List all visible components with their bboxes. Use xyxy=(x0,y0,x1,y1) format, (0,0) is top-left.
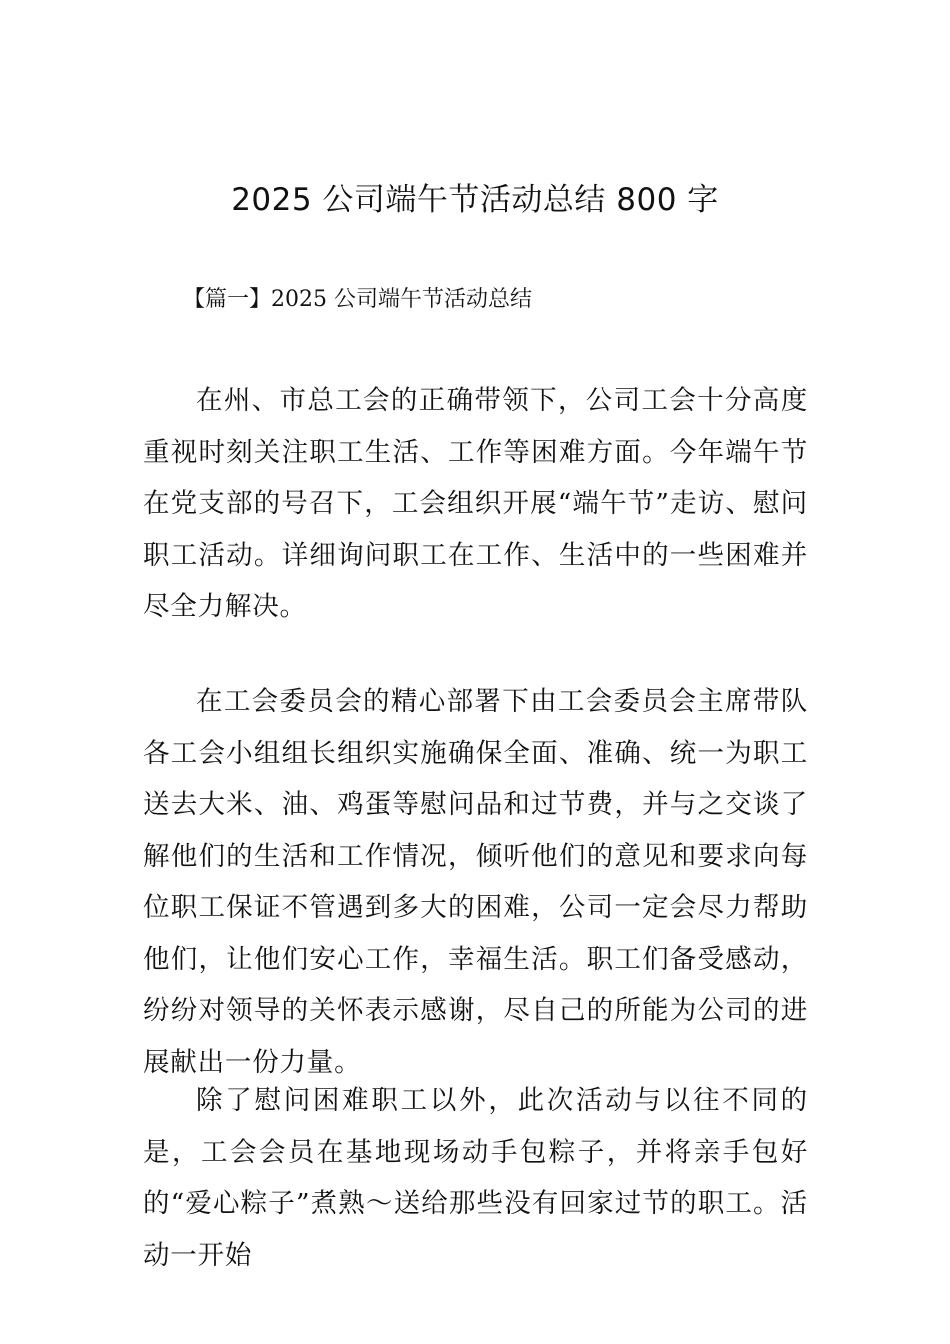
paragraph-2: 在工会委员会的精心部署下由工会委员会主席带队各工会小组组长组织实施确保全面、准确、统一为职工送去大米、油、鸡蛋等慰问品和过节费，并与之交谈了解他们的生活和工作情况，倾听他们的意见和要求向每位职工保证不管遇到多大的困难，公司一定会尽力帮助他们，让他们安心工作，幸福生活。职工们备受感动，纷纷对领导的关怀表示感谢，尽自己的所能为公司的进展献出一份力量。 xyxy=(143,686,808,1078)
document-title: 2025 公司端午节活动总结 800 字 xyxy=(231,182,719,218)
paragraph-1: 在州、市总工会的正确带领下，公司工会十分高度重视时刻关注职工生活、工作等困难方面。今年端午节在党支部的号召下，工会组织开展“端午节”走访、慰问职工活动。详细询问职工在工作、生活中的一些困难并尽全力解决。 xyxy=(143,385,808,622)
paragraph-3: 除了慰问困难职工以外，此次活动与以往不同的是，工会会员在基地现场动手包粽子，并将亲手包好的“爱心粽子”煮熟～送给那些没有回家过节的职工。活动一开始 xyxy=(143,1085,808,1271)
section-heading: 【篇一】2025 公司端午节活动总结 xyxy=(183,287,532,312)
